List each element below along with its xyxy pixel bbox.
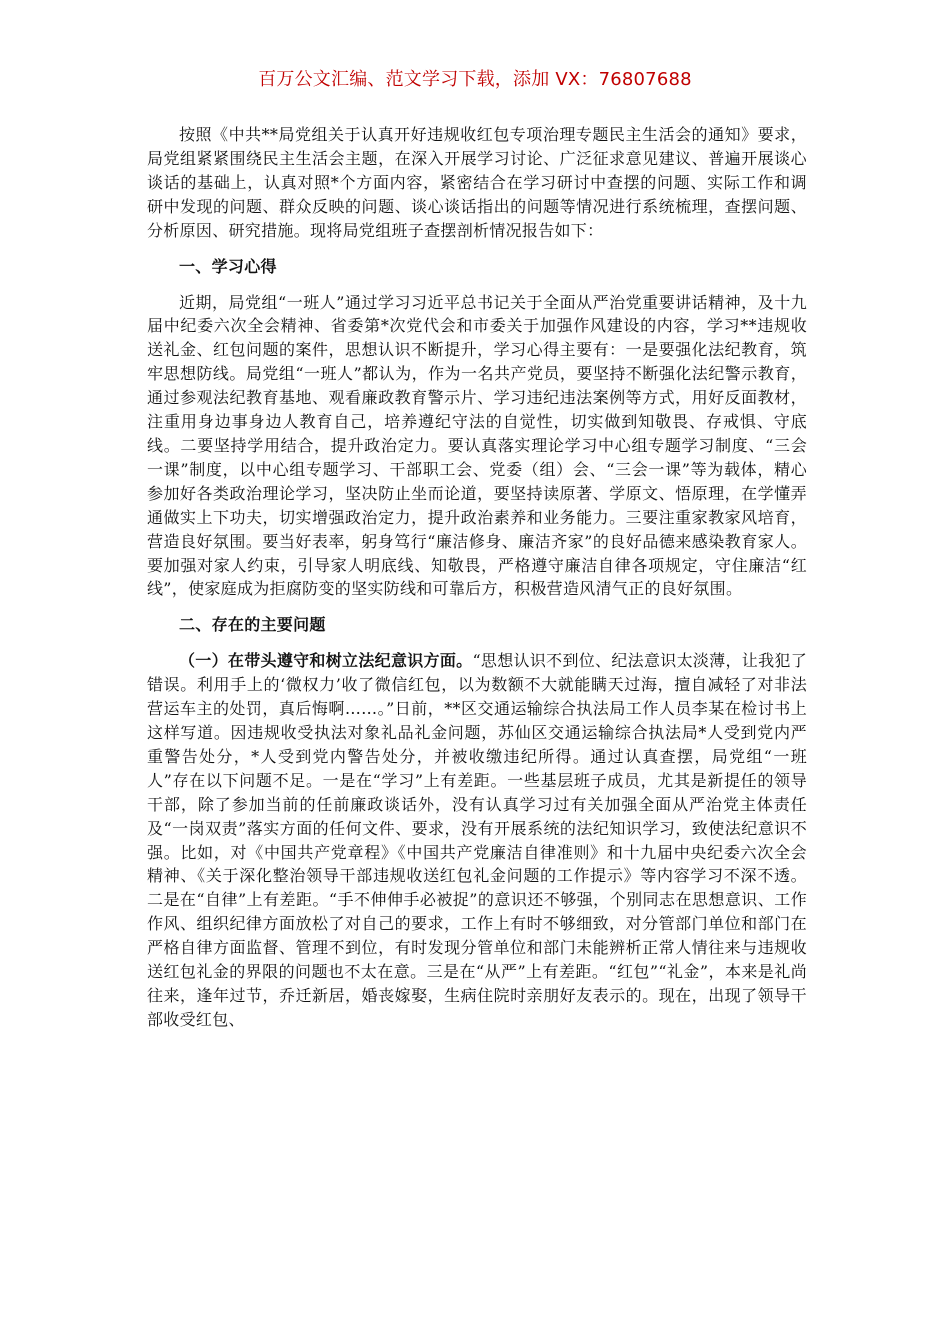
subsection-1-body: “思想认识不到位、纪法意识太淡薄，让我犯了错误。利用手上的‘微权力’收了微信红包，以为数额不大就能瞒天过海，擅自减轻了对非法营运车主的处罚，真后悔啊……。”日前，**区交通运输综合执法局工作人员李某在检讨书上这样写道。因违规收受执法对象礼品礼金问题，苏仙区交通运输综合执法局*人受到党内严重警告处分，*人受到党内警告处分，并被收缴违纪所得。通过认真查摆，局党组“一班人”存在以下问题不足。一是在“学习”上有差距。一些基层班子成员，尤其是新提任的领导干部，除了参加当前的任前廉政谈话外，没有认真学习过有关加强全面从严治党主体责任及“一岗双责”落实方面的任何文件、要求，没有开展系统的法纪知识学习，致使法纪意识不强。比如，对《中国共产党章程》《中国共产党廉洁自律准则》和十九届中央纪委六次全会精神、《关于深化整治领导干部违规收送红包礼金问题的工作提示》等内容学习不深不透。二是在“自律”上有差距。“手不伸伸手必被捉”的意识还不够强，个别同志在思想意识、工作作风、组织纪律方面放松了对自己的要求，工作上有时不够细致，对分管部门单位和部门在严格自律方面监督、管理不到位，有时发现分管单位和部门未能辨析正常人情往来与违规收送红包礼金的界限的问题也不太在意。三是在“从严”上有差距。“红包”“礼金”，本来是礼尚往来，逢年过节，乔迁新居，婚丧嫁娶，生病住院时亲朋好友表示的。现在，出现了领导干部收受红包、 bbox=[147, 651, 807, 1029]
subsection-1-title: （一）在带头遵守和树立法纪意识方面。 bbox=[179, 651, 473, 671]
intro-paragraph: 按照《中共**局党组关于认真开好违规收红包专项治理专题民主生活会的通知》要求，局党组紧紧围绕民主生活会主题，在深入开展学习讨论、广泛征求意见建议、普遍开展谈心谈话的基础上，认真对照*个方面内容，紧密结合在学习研讨中查摆的问题、实际工作和调研中发现的问题、群众反映的问题、谈心谈话指出的问题等情况进行系统梳理，查摆问题、分析原因、研究措施。现将局党组班子查摆剖析情况报告如下： bbox=[147, 125, 807, 240]
header-banner: 百万公文汇编、范文学习下载，添加 VX：76807688 bbox=[258, 69, 692, 90]
document-body bbox=[147, 123, 807, 1032]
section-2-paragraph bbox=[147, 649, 807, 1032]
section-1-heading: 一、学习心得 bbox=[179, 256, 277, 276]
section-1-paragraph: 近期，局党组“一班人”通过学习习近平总书记关于全面从严治党重要讲话精神，及十九届中纪委六次全会精神、省委第*次党代会和市委关于加强作风建设的内容，学习**违规收送礼金、红包问题的案件，思想认识不断提升，学习心得主要有：一是要强化法纪教育，筑牢思想防线。局党组“一班人”都认为，作为一名共产党员，要坚持不断强化法纪警示教育，通过参观法纪教育基地、观看廉政教育警示片、学习违纪违法案例等方式，用好反面教材，注重用身边事身边人教育自己，培养遵纪守法的自觉性，切实做到知敬畏、存戒惧、守底线。二要坚持学用结合，提升政治定力。要认真落实理论学习中心组专题学习制度、“三会一课”制度，以中心组专题学习、干部职工会、党委（组）会、“三会一课”等为载体，精心参加好各类政治理论学习，坚决防止坐而论道，要坚持读原著、学原文、悟原理，在学懂弄通做实上下功夫，切实增强政治定力，提升政治素养和业务能力。三要注重家教家风培育，营造良好氛围。要当好表率，躬身笃行“廉洁修身、廉洁齐家”的良好品德来感染教育家人。要加强对家人约束，引导家人明底线、知敬畏，严格遵守廉洁自律各项规定，守住廉洁“红线”，使家庭成为拒腐防变的坚实防线和可靠后方，积极营造风清气正的良好氛围。 bbox=[147, 292, 807, 599]
section-2-heading: 二、存在的主要问题 bbox=[179, 615, 326, 635]
